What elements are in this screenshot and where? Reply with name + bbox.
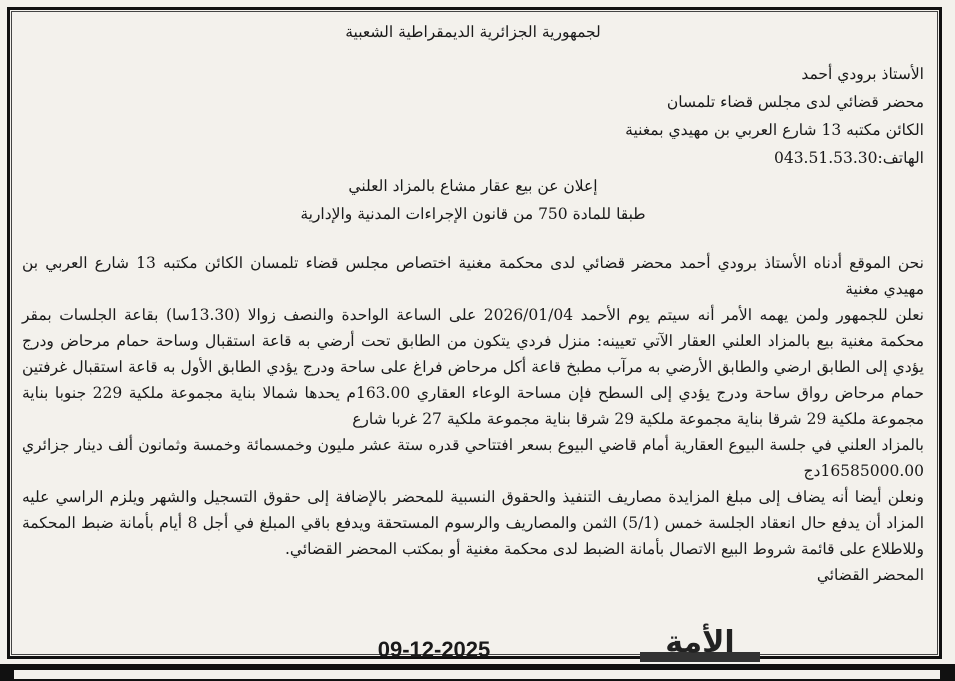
logo-text: الأمة	[665, 625, 735, 660]
price-paragraph: بالمزاد العلني في جلسة البيوع العقارية أمام قاضي البيوع بسعر افتتاحي قدره ستة عشر مليون وخمسمائة وخمسة وثمانون ألف دينار جزائري 16585000.00دج	[22, 436, 924, 480]
fees-paragraph: ونعلن أيضا أنه يضاف إلى مبلغ المزايدة مصاريف التنفيذ والحقوق النسبية للمحضر بالإضافة إلى حقوق التسجيل والشهر ويلزم الراسي عليه المزاد أن يدفع حال انعقاد الجلسة خمس (5/1) الثمن والمصاريف والرسوم المستحقة ويدفع باقي المبلغ في أجل 8 أيام بأمانة ضبط المحكمة وللاطلاع على قائمة شروط البيع الاتصال بأمانة الضبط لدى محكمة مغنية أو بمكتب المحضر القضائي.	[22, 488, 925, 558]
notice-title: إعلان عن بيع عقار مشاع بالمزاد العلني	[348, 177, 598, 195]
newspaper-logo	[640, 622, 760, 664]
office-address: الكائن مكتبه 13 شارع العربي بن مهيدي بمغنية	[625, 121, 924, 139]
notice-subtitle: طبقا للمادة 750 من قانون الإجراءات المدنية والإدارية	[300, 205, 646, 223]
intro-paragraph: نحن الموقع أدناه الأستاذ برودي أحمد محضر قضائي لدى محكمة مغنية اختصاص مجلس قضاء تلمسان الكائن مكتبه 13 شارع العربي بن مهيدي مغنية	[22, 254, 924, 298]
republic-heading: لجمهورية الجزائرية الديمقراطية الشعبية	[345, 23, 601, 41]
phone-number: الهاتف:043.51.53.30	[773, 149, 924, 167]
notice-content	[22, 18, 924, 618]
newspaper-logo-icon	[640, 622, 760, 664]
notice-body	[22, 250, 924, 588]
publication-date: 09-12-2025	[355, 636, 513, 667]
auction-paragraph: نعلن للجمهور ولمن يهمه الأمر أنه سيتم يوم الأحمد 2026/01/04 على الساعة الواحدة والنصف زوالا (13.30سا) بقاعة الجلسات بمقر محكمة مغنية بيع بالمزاد العلني العقار الآتي تعيينه: منزل فردي يتكون من الطابق تحت أرضي به قاعة استقبال وساحة حمام مرحاض ودرج يؤدي إلى الطابق ارضي والطابق الأرضي به مرآب مطبخ قاعة أكل مرحاض فراغ على ساحة ودرج يؤدي الطابق الأول به قاعة استقبال غرفتين حمام مرحاض رواق ساحة ودرج يؤدي إلى السطح فإن مساحة الوعاء العقاري 163.00م يحدها شمالا بناية مجموعة ملكية 229 جنوبا بناية مجموعة ملكية 29 شرقا بناية مجموعة ملكية 29 شرقا بناية مجموعة ملكية 27 غربا شارع	[22, 306, 924, 428]
bailiff-role: محضر قضائي لدى مجلس قضاء تلمسان	[666, 93, 924, 111]
signature: المحضر القضائي	[816, 566, 924, 584]
bailiff-name: الأستاذ برودي أحمد	[801, 65, 924, 83]
